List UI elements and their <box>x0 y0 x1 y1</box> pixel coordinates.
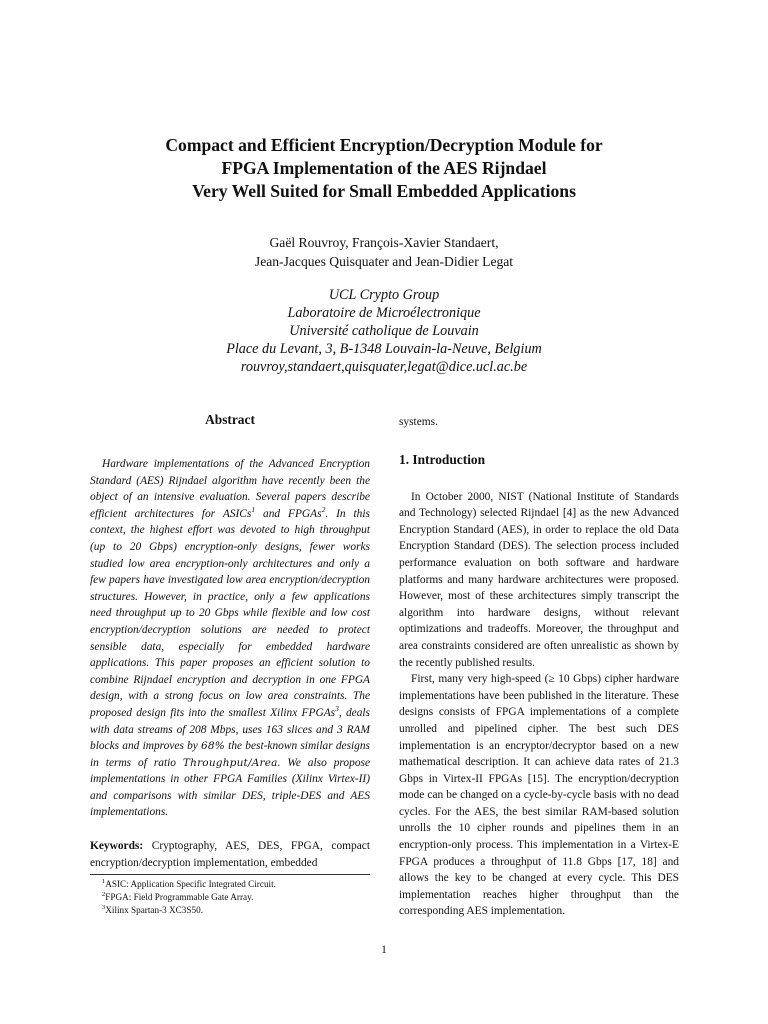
abstract-part-1: Hardware implementations of the Advanced Encryption Standard (AES) Rijndael algorithm have recently been the object of an intensive evaluation. Several papers describe efficient architectures for ASICs <box>90 458 370 520</box>
footnote-ref-3: 3 <box>335 704 339 714</box>
author-line-2: Jean-Jacques Quisquater and Jean-Didier Legat <box>254 254 514 269</box>
abstract-heading: Abstract <box>205 412 255 427</box>
left-column <box>90 411 370 871</box>
abstract-part-2: and FPGAs <box>255 507 322 520</box>
title-line-1: Compact and Efficient Encryption/Decryption Module for <box>165 135 603 155</box>
author-list <box>0 233 768 271</box>
footnote-ref-1: 1 <box>251 504 256 514</box>
affiliation-block <box>0 286 768 376</box>
footnote-ref-2: 2 <box>321 504 326 514</box>
title-line-3: Very Well Suited for Small Embedded Applications <box>192 181 576 201</box>
footnote-mark-3: 3 <box>102 903 106 911</box>
footnote-text-2: FPGA: Field Programmable Gate Array. <box>105 892 254 902</box>
keywords-text: Cryptography, AES, DES, FPGA, compact encryption/decryption implementation, embedded <box>90 840 370 869</box>
abstract-part-5: the best-known similar designs in terms of ratio <box>90 740 370 769</box>
intro-paragraph-2: First, many very high-speed (≥ 10 Gbps) cipher hardware implementations have been published in the literature. These designs consists of FPGA implementations of a complete unrolled and pipelined cipher. The best such DES implementation is an encryptor/decryptor based on a new mathematical description. It can achieve data rates of 21.3 Gbps in Virtex-II FPGAs [15]. The encryption/decryption mode can be changed on a cycle-by-cycle basis with no dead cycles. For the AES, the best similar RAM-based solution unrolls the 10 cipher rounds and pipelines them in an encryption-only process. This implementation in a Virtex-E FPGA produces a throughput of 11.8 Gbps [17, 18] and allows the key to be changed at every cycle. This DES implementation reaches higher throughput than the corresponding AES implementation. <box>399 673 679 918</box>
math-ratio: Throughput/Area <box>182 756 278 769</box>
footnote-3 <box>90 904 370 917</box>
footnote-mark-2: 2 <box>102 890 106 898</box>
abstract-part-3: . In this context, the highest effort was devoted to high throughput (up to 20 Gbps) encryption-only designs, fewer works studied low area encryption-only architectures and only a few papers have investigated low area encryption/decryption structures. However, in practice, only a few applications need throughput up to 20 Gbps while flexible and low cost encryption/decryption solutions are needed to protect sensible data, especially for embedded hardware applications. This paper proposes an efficient solution to combine Rijndael encryption and decryption in one FPGA design, with a strong focus on low area constraints. The proposed design fits into the smallest Xilinx FPGAs <box>90 507 370 719</box>
footnote-text-3: Xilinx Spartan-3 XC3S50. <box>105 905 203 915</box>
affiliation-address: Place du Levant, 3, B-1348 Louvain-la-Neuve, Belgium <box>226 341 542 357</box>
footnote-text-1: ASIC: Application Specific Integrated Circuit. <box>105 879 276 889</box>
footnotes <box>90 874 370 917</box>
affiliation-university: Université catholique de Louvain <box>289 323 479 339</box>
author-line-1: Gaël Rouvroy, François-Xavier Standaert, <box>269 235 499 250</box>
math-percentage: 68% <box>201 740 225 753</box>
affiliation-email: rouvroy,standaert,quisquater,legat@dice.ucl.ac.be <box>240 359 528 375</box>
intro-paragraph-1: In October 2000, NIST (National Institute of Standards and Technology) selected Rijndael [4] as the new Advanced Encryption Standard (AES), in order to replace the old Data Encryption Standard (DES). The selection process included performance evaluation on both software and hardware platforms and many hardware architectures were proposed. However, most of these architectures simply transcript the algorithm into hardware designs, without relevant optimizations and tradeoffs. Moreover, the throughput and area constraints considered are often unrealistic as shown by the recently published results. <box>399 490 679 669</box>
footnote-1 <box>90 878 370 891</box>
affiliation-group: UCL Crypto Group <box>328 287 440 303</box>
paper-title <box>0 134 768 203</box>
abstract-part-4: , deals with data streams of 208 Mbps, uses 163 slices and 3 RAM blocks and improves by <box>90 706 370 753</box>
keywords-label: Keywords: <box>90 840 144 853</box>
footnote-mark-1: 1 <box>102 877 106 885</box>
abstract-text <box>90 456 370 821</box>
page-number: 1 <box>381 944 387 956</box>
right-column <box>399 414 679 920</box>
keywords <box>90 838 370 871</box>
keywords-continued: systems. <box>399 416 438 428</box>
affiliation-lab: Laboratoire de Microélectronique <box>287 305 481 321</box>
footnote-2 <box>90 891 370 904</box>
abstract-part-6: . We also propose implementations in other FPGA Families (Xilinx Virtex-II) and comparisons with similar DES, triple-DES and AES implementations. <box>90 756 371 819</box>
section-heading-introduction: 1. Introduction <box>399 451 486 467</box>
title-line-2: FPGA Implementation of the AES Rijndael <box>221 158 547 178</box>
